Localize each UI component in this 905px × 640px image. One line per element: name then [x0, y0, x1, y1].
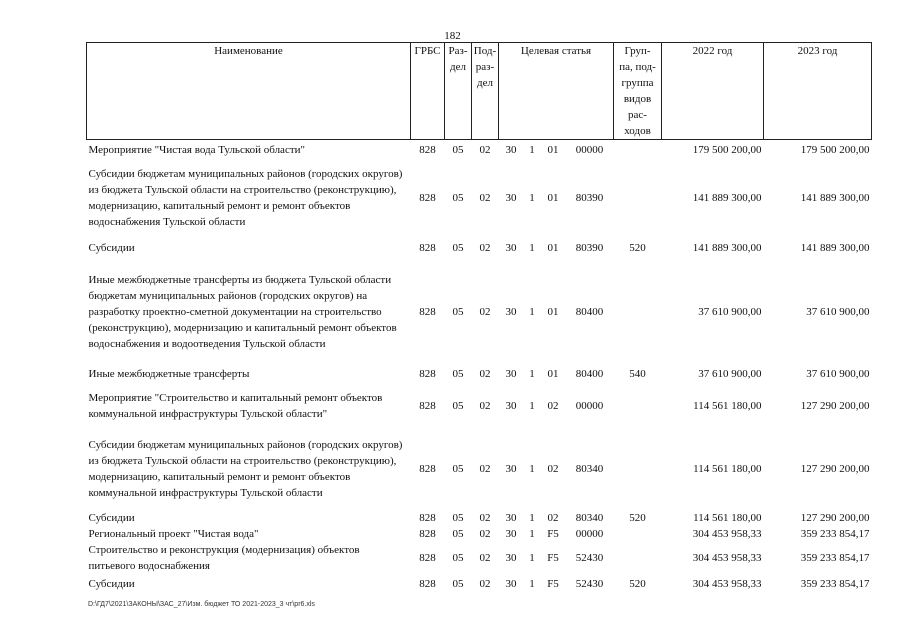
- row-target-subprogram: 1: [529, 511, 535, 524]
- row-target-program: 30: [505, 527, 517, 540]
- row-amount-2022: 304 453 958,33: [692, 577, 762, 590]
- row-target-subprogram: 1: [529, 305, 535, 318]
- row-podrazdel: 02: [479, 191, 491, 204]
- row-target-program: 30: [505, 577, 517, 590]
- table-row: [87, 542, 872, 574]
- row-razdel: 05: [452, 367, 464, 380]
- row-target-subprogram: 1: [529, 462, 535, 475]
- row-target-event: F5: [547, 577, 559, 590]
- row-grbs: 828: [419, 143, 436, 156]
- row-amount-2023: 359 233 854,17: [800, 577, 870, 590]
- row-target-event: F5: [547, 551, 559, 564]
- row-grbs: 828: [419, 241, 436, 254]
- row-amount-2022: 114 561 180,00: [693, 462, 762, 475]
- row-razdel: 05: [452, 305, 464, 318]
- row-amount-2023: 359 233 854,17: [800, 551, 870, 564]
- row-amount-2023: 359 233 854,17: [800, 527, 870, 540]
- row-expense-group: [614, 160, 662, 236]
- table-row: [87, 364, 872, 384]
- row-expense-group: [614, 428, 662, 510]
- row-grbs: 828: [419, 399, 436, 412]
- row-amount-2022: 114 561 180,00: [693, 511, 762, 524]
- table-row: [87, 260, 872, 364]
- row-razdel: 05: [452, 577, 464, 590]
- row-amount-2023: 127 290 200,00: [800, 399, 870, 412]
- row-name: Мероприятие "Строительство и капитальный ремонт объектов коммунальной инфраструктуры Тульской области": [88, 391, 383, 420]
- row-expense-group: 520: [629, 511, 646, 524]
- row-expense-group: 520: [629, 241, 646, 254]
- row-name: Субсидии: [88, 511, 135, 524]
- row-podrazdel: 02: [479, 241, 491, 254]
- row-name: Иные межбюджетные трансферты: [88, 367, 250, 380]
- row-target-event: 02: [547, 399, 559, 412]
- row-target-direction: 80400: [575, 367, 604, 380]
- row-target-program: 30: [505, 305, 517, 318]
- row-target-subprogram: 1: [529, 527, 535, 540]
- row-amount-2023: 127 290 200,00: [800, 462, 870, 475]
- row-grbs: 828: [419, 367, 436, 380]
- row-grbs: 828: [419, 462, 436, 475]
- row-podrazdel: 02: [479, 367, 491, 380]
- row-razdel: 05: [452, 527, 464, 540]
- header-target-article: Целевая статья: [499, 43, 614, 140]
- row-razdel: 05: [452, 143, 464, 156]
- row-target-subprogram: 1: [529, 191, 535, 204]
- row-target-subprogram: 1: [529, 367, 535, 380]
- row-target-event: 01: [547, 367, 559, 380]
- row-target-program: 30: [505, 143, 517, 156]
- row-podrazdel: 02: [479, 143, 491, 156]
- row-podrazdel: 02: [479, 305, 491, 318]
- row-name: Иные межбюджетные трансферты из бюджета Тульской области бюджетам муниципальных районов (городских округов) на разработку проектно-сметной документации на строительство (реконструкцию), модернизацию и капитальный ремонт объектов водоснабжения и водоотведения Тульской области: [88, 273, 397, 350]
- table-row: [87, 526, 872, 542]
- row-name: Субсидии бюджетам муниципальных районов (городских округов) из бюджета Тульской области на строительство (реконструкцию), модернизацию, капитальный ремонт и ремонт объектов водоснабжения Тульской области: [88, 167, 403, 228]
- row-target-event: 01: [547, 143, 559, 156]
- row-grbs: 828: [419, 511, 436, 524]
- row-target-direction: 80390: [575, 241, 604, 254]
- row-target-event: 02: [547, 462, 559, 475]
- row-expense-group: [614, 384, 662, 428]
- row-target-program: 30: [505, 399, 517, 412]
- row-amount-2023: 127 290 200,00: [800, 511, 870, 524]
- row-target-direction: 52430: [575, 577, 604, 590]
- row-amount-2022: 37 610 900,00: [698, 305, 762, 318]
- row-grbs: 828: [419, 551, 436, 564]
- row-podrazdel: 02: [479, 527, 491, 540]
- row-target-subprogram: 1: [529, 143, 535, 156]
- row-grbs: 828: [419, 577, 436, 590]
- row-amount-2022: 114 561 180,00: [693, 399, 762, 412]
- row-name: Субсидии: [88, 241, 135, 254]
- row-razdel: 05: [452, 241, 464, 254]
- table-row: [87, 384, 872, 428]
- row-amount-2022: 304 453 958,33: [692, 551, 762, 564]
- row-expense-group: [614, 140, 662, 160]
- file-path-footer: D:\ГД7\2021\ЗАКОНЫ\ЗАС_27\Изм. бюджет ТО 2021-2023_3 чт\pr6.xls: [88, 601, 315, 608]
- row-expense-group: 520: [629, 577, 646, 590]
- row-target-event: 01: [547, 241, 559, 254]
- header-expense-group: Груп- па, под- группа видов рас- ходов: [614, 43, 662, 140]
- row-razdel: 05: [452, 511, 464, 524]
- row-amount-2022: 179 500 200,00: [692, 143, 762, 156]
- row-target-event: 02: [547, 511, 559, 524]
- row-razdel: 05: [452, 191, 464, 204]
- row-podrazdel: 02: [479, 577, 491, 590]
- row-grbs: 828: [419, 191, 436, 204]
- row-target-program: 30: [505, 367, 517, 380]
- row-target-program: 30: [505, 462, 517, 475]
- row-target-direction: 00000: [575, 399, 604, 412]
- row-name: Мероприятие "Чистая вода Тульской области": [88, 143, 306, 156]
- row-expense-group: [614, 542, 662, 574]
- row-target-subprogram: 1: [529, 399, 535, 412]
- table-header-row: [87, 43, 872, 140]
- row-amount-2023: 37 610 900,00: [806, 367, 870, 380]
- row-amount-2022: 37 610 900,00: [698, 367, 762, 380]
- row-podrazdel: 02: [479, 511, 491, 524]
- row-grbs: 828: [419, 527, 436, 540]
- table-row: [87, 140, 872, 160]
- row-name: Субсидии: [88, 577, 135, 590]
- row-grbs: 828: [419, 305, 436, 318]
- row-amount-2022: 304 453 958,33: [692, 527, 762, 540]
- row-target-subprogram: 1: [529, 577, 535, 590]
- row-amount-2023: 37 610 900,00: [806, 305, 870, 318]
- row-target-direction: 80340: [575, 462, 604, 475]
- row-target-direction: 52430: [575, 551, 604, 564]
- row-target-event: 01: [547, 305, 559, 318]
- header-2022: 2022 год: [662, 43, 764, 140]
- row-target-direction: 80390: [575, 191, 604, 204]
- row-expense-group: [614, 260, 662, 364]
- row-target-event: 01: [547, 191, 559, 204]
- row-amount-2023: 141 889 300,00: [800, 241, 870, 254]
- row-amount-2022: 141 889 300,00: [692, 241, 762, 254]
- row-target-direction: 80340: [575, 511, 604, 524]
- table-row: [87, 160, 872, 236]
- row-name: Строительство и реконструкция (модернизация) объектов питьевого водоснабжения: [88, 543, 360, 572]
- table-row: [87, 510, 872, 526]
- header-razdel: Раз- дел: [445, 43, 472, 140]
- row-razdel: 05: [452, 399, 464, 412]
- row-podrazdel: 02: [479, 462, 491, 475]
- row-amount-2023: 141 889 300,00: [800, 191, 870, 204]
- budget-table: [86, 42, 872, 594]
- row-target-program: 30: [505, 511, 517, 524]
- header-name: Наименование: [87, 43, 411, 140]
- row-razdel: 05: [452, 551, 464, 564]
- row-target-program: 30: [505, 241, 517, 254]
- row-razdel: 05: [452, 462, 464, 475]
- row-name: Субсидии бюджетам муниципальных районов (городских округов) из бюджета Тульской области на строительство (реконструкцию), модернизацию, капитальный ремонт и ремонт объектов коммунальной инфраструктуры Тульской области: [88, 438, 403, 499]
- row-target-direction: 00000: [575, 143, 604, 156]
- row-expense-group: 540: [629, 367, 646, 380]
- header-podrazdel: Под- раз- дел: [472, 43, 499, 140]
- header-grbs: ГРБС: [411, 43, 445, 140]
- row-target-subprogram: 1: [529, 241, 535, 254]
- page-number: 182: [444, 30, 461, 42]
- row-podrazdel: 02: [479, 551, 491, 564]
- row-target-subprogram: 1: [529, 551, 535, 564]
- row-target-program: 30: [505, 191, 517, 204]
- row-target-direction: 00000: [575, 527, 604, 540]
- table-row: [87, 428, 872, 510]
- row-amount-2023: 179 500 200,00: [800, 143, 870, 156]
- row-expense-group: [614, 526, 662, 542]
- row-amount-2022: 141 889 300,00: [692, 191, 762, 204]
- table-row: [87, 236, 872, 260]
- row-target-event: F5: [547, 527, 559, 540]
- row-name: Региональный проект "Чистая вода": [88, 527, 259, 540]
- row-target-direction: 80400: [575, 305, 604, 318]
- table-row: [87, 574, 872, 594]
- row-podrazdel: 02: [479, 399, 491, 412]
- header-2023: 2023 год: [764, 43, 872, 140]
- row-target-program: 30: [505, 551, 517, 564]
